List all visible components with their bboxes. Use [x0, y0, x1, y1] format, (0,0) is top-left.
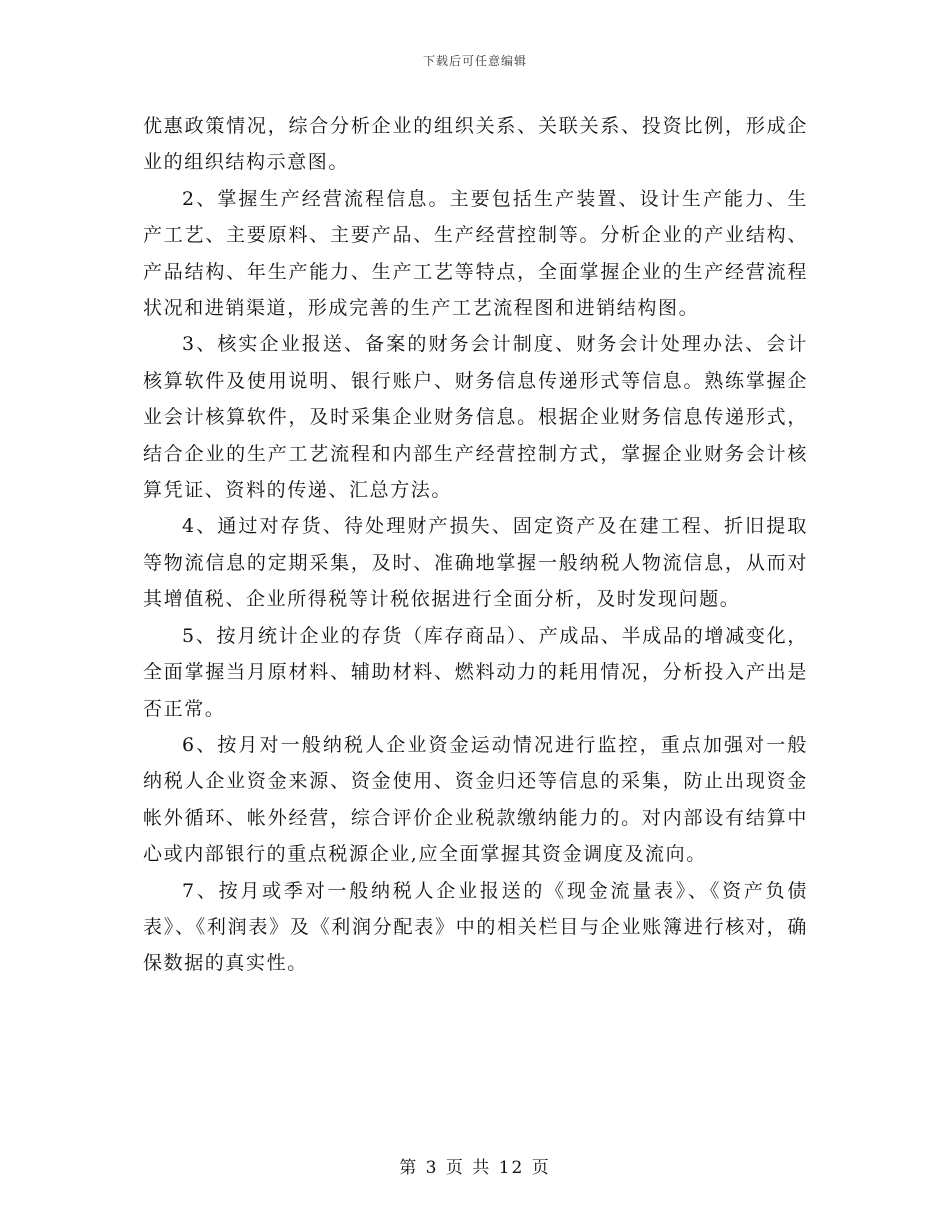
page-header: 下载后可任意编辑 [422, 54, 527, 68]
document-body [143, 108, 808, 982]
paragraph-item-5: 5、按月统计企业的存货（库存商品）、产成品、半成品的增减变化，全面掌握当月原材料、辅助材料、燃料动力的耗用情况，分析投入产出是否正常。 [143, 624, 808, 720]
paragraph-continuation: 优惠政策情况，综合分析企业的组织关系、关联关系、投资比例，形成企业的组织结构示意图。 [143, 115, 808, 174]
paragraph-item-7: 7、按月或季对一般纳税人企业报送的《现金流量表》、《资产负债表》、《利润表》及《利润分配表》中的相关栏目与企业账簿进行核对，确保数据的真实性。 [143, 879, 808, 975]
paragraph-item-2: 2、掌握生产经营流程信息。主要包括生产装置、设计生产能力、生产工艺、主要原料、主要产品、生产经营控制等。分析企业的产业结构、产品结构、年生产能力、生产工艺等特点，全面掌握企业的生产经营流程状况和进销渠道，形成完善的生产工艺流程图和进销结构图。 [143, 187, 808, 320]
paragraph-item-6: 6、按月对一般纳税人企业资金运动情况进行监控，重点加强对一般纳税人企业资金来源、资金使用、资金归还等信息的采集，防止出现资金帐外循环、帐外经营，综合评价企业税款缴纳能力的。对内部设有结算中心或内部银行的重点税源企业,应全面掌握其资金调度及流向。 [143, 733, 808, 866]
paragraph-item-3: 3、核实企业报送、备案的财务会计制度、财务会计处理办法、会计核算软件及使用说明、银行账户、财务信息传递形式等信息。熟练掌握企业会计核算软件，及时采集企业财务信息。根据企业财务信息传递形式，结合企业的生产工艺流程和内部生产经营控制方式，掌握企业财务会计核算凭证、资料的传递、汇总方法。 [143, 333, 808, 502]
paragraph-item-4: 4、通过对存货、待处理财产损失、固定资产及在建工程、折旧提取等物流信息的定期采集，及时、准确地掌握一般纳税人物流信息，从而对其增值税、企业所得税等计税依据进行全面分析，及时发现问题。 [143, 515, 808, 611]
page-number-footer: 第 3 页 共 12 页 [399, 1158, 551, 1178]
